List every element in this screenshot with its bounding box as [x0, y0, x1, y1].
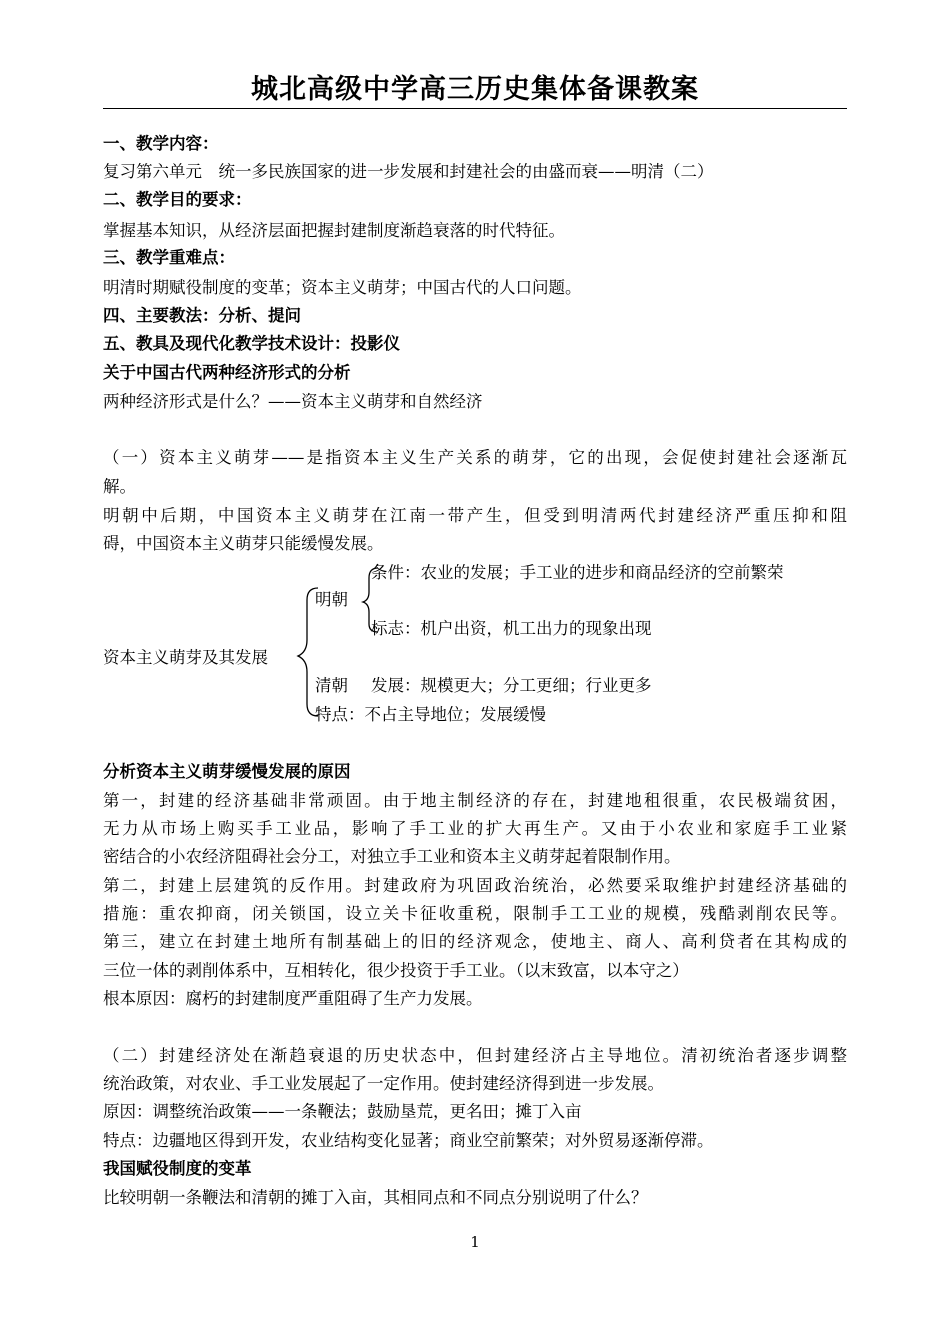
part1-paragraph-line: 解。	[103, 477, 136, 496]
reasons-heading: 分析资本主义萌芽缓慢发展的原因	[103, 762, 351, 781]
reasons-line: 措施：重农抑商，闭关锁国，设立关卡征收重税，限制手工工业的规模，残酷剥削农民等。	[103, 904, 847, 923]
diagram-root-label: 资本主义萌芽及其发展	[103, 648, 268, 667]
page-title: 城北高级中学高三历史集体备课教案	[251, 74, 699, 105]
part2-line: 统治政策，对农业、手工业发展起了一定作用。使封建经济得到进一步发展。	[103, 1074, 664, 1093]
reasons-root-cause: 根本原因：腐朽的封建制度严重阻碍了生产力发展。	[103, 989, 483, 1008]
reasons-line: 无力从市场上购买手工业品，影响了手工业的扩大再生产。又由于小农业和家庭手工业紧	[103, 819, 847, 838]
reasons-line: 第一，封建的经济基础非常顽固。由于地主制经济的存在，封建地租很重，农民极端贫困，	[103, 791, 847, 810]
analysis-question: 两种经济形式是什么？——资本主义萌芽和自然经济	[103, 392, 483, 411]
part2-feature: 特点：边疆地区得到开发，农业结构变化显著；商业空前繁荣；对外贸易逐渐停滞。	[103, 1131, 714, 1150]
reform-question: 比较明朝一条鞭法和清朝的摊丁入亩，其相同点和不同点分别说明了什么？	[103, 1188, 648, 1207]
part1-paragraph-line: （一）资本主义萌芽——是指资本主义生产关系的萌芽，它的出现，会促使封建社会逐渐瓦	[103, 448, 847, 467]
teaching-method-heading: 四、主要教法：分析、提问	[103, 306, 301, 325]
key-points-text: 明清时期赋役制度的变革；资本主义萌芽；中国古代的人口问题。	[103, 278, 582, 297]
part1-paragraph-line: 碍，中国资本主义萌芽只能缓慢发展。	[103, 534, 384, 553]
reform-heading: 我国赋役制度的变革	[103, 1159, 252, 1178]
analysis-heading: 关于中国古代两种经济形式的分析	[103, 363, 351, 382]
reasons-line: 密结合的小农经济阻碍社会分工，对独立手工业和资本主义萌芽起着限制作用。	[103, 847, 681, 866]
teaching-goal-heading: 二、教学目的要求：	[103, 190, 252, 209]
teaching-content-text: 复习第六单元 统一多民族国家的进一步发展和封建社会的由盛而衰——明清（二）	[103, 162, 714, 181]
diagram-qing-label: 清朝	[315, 676, 348, 695]
part2-reason: 原因：调整统治政策——一条鞭法；鼓励垦荒，更名田；摊丁入亩	[103, 1102, 582, 1121]
diagram-feature: 特点：不占主导地位；发展缓慢	[315, 705, 546, 724]
reasons-line: 第三，建立在封建土地所有制基础上的旧的经济观念，使地主、商人、高利贷者在其构成的	[103, 932, 847, 951]
part1-paragraph-line: 明朝中后期，中国资本主义萌芽在江南一带产生，但受到明清两代封建经济严重压抑和阻	[103, 506, 847, 525]
diagram-ming-label: 明朝	[315, 590, 348, 609]
diagram-ming-sign: 标志：机户出资，机工出力的现象出现	[371, 619, 652, 638]
teaching-tools-heading: 五、教具及现代化教学技术设计：投影仪	[103, 334, 400, 353]
reasons-line: 第二，封建上层建筑的反作用。封建政府为巩固政治统治，必然要采取维护封建经济基础的	[103, 876, 847, 895]
teaching-goal-text: 掌握基本知识，从经济层面把握封建制度渐趋衰落的时代特征。	[103, 221, 565, 240]
diagram-qing-development: 发展：规模更大；分工更细；行业更多	[371, 676, 652, 695]
teaching-content-heading: 一、教学内容：	[103, 134, 219, 153]
page-number: 1	[470, 1233, 480, 1251]
key-points-heading: 三、教学重难点：	[103, 248, 235, 267]
part2-line: （二）封建经济处在渐趋衰退的历史状态中，但封建经济占主导地位。清初统治者逐步调整	[103, 1046, 847, 1065]
diagram-ming-condition: 条件：农业的发展；手工业的进步和商品经济的空前繁荣	[371, 563, 784, 582]
reasons-line: 三位一体的剥削体系中，互相转化，很少投资于手工业。（以末致富，以本守之）	[103, 961, 689, 980]
